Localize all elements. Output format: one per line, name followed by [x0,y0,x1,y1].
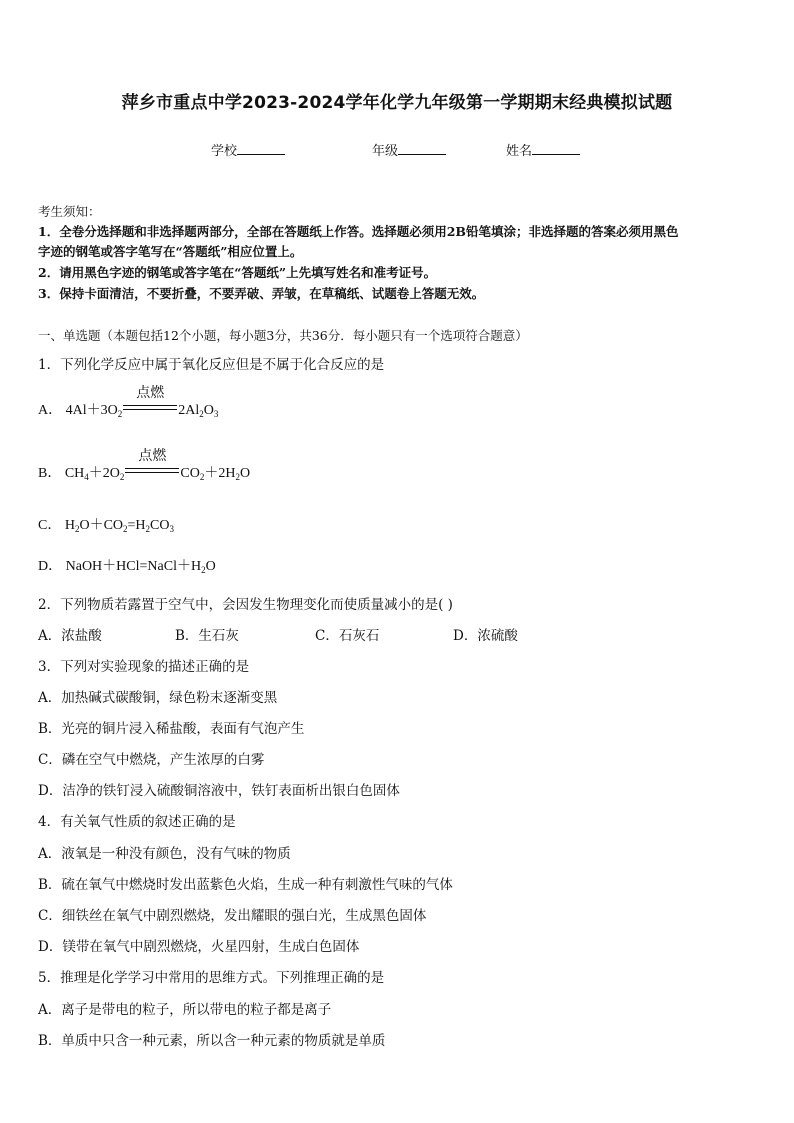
school-field [211,140,285,159]
notice-item-1-cont: 字迹的钢笔或答字笔写在“答题纸”相应位置上。 [38,244,303,259]
question-3-option-d: D．洁净的铁钉浸入硫酸铜溶液中，铁钉表面析出银白色固体 [38,783,400,799]
question-4-option-b: B．硫在氧气中燃烧时发出蓝紫色火焰，生成一种有刺激性气味的气体 [38,877,453,893]
question-5-option-a: A．离子是带电的粒子，所以带电的粒子都是离子 [38,1002,332,1018]
notice-item-1: 1．全卷分选择题和非选择题两部分，全部在答题纸上作答。选择题必须用2B铅笔填涂；非选择题的答案必须用黑色 [38,224,679,239]
question-5-stem: 5．推理是化学学习中常用的思维方式。下列推理正确的是 [38,970,385,986]
question-4-option-d: D．镁带在氧气中剧烈燃烧，火星四射，生成白色固体 [38,939,360,955]
name-blank [532,142,580,155]
question-1-option-d: D． $NaOH+HCl=NaCl+H_2O$ [38,559,216,575]
grade-field [372,140,446,159]
question-5-option-b: B．单质中只含一种元素，所以含一种元素的物质就是单质 [38,1033,386,1049]
name-field [506,140,580,159]
notice-item-2: 2．请用黑色字迹的钢笔或答字笔在“答题纸”上先填写姓名和准考证号。 [38,265,437,280]
question-1-option-a: A． $4Al+3O_2$ 点燃 $2Al_2O_3$ [38,385,219,419]
question-4-option-c: C．细铁丝在氧气中剧烈燃烧，发出耀眼的强白光，生成黑色固体 [38,908,427,924]
reaction-condition: 点燃 [125,465,179,479]
question-4-stem: 4．有关氧气性质的叙述正确的是 [38,814,236,830]
question-3-stem: 3．下列对实验现象的描述正确的是 [38,659,250,675]
notice-heading: 考生须知： [38,204,101,219]
question-3-option-a: A．加热碱式碳酸铜，绿色粉末逐渐变黑 [38,690,278,706]
question-2-option-c: C．石灰石 [315,628,380,644]
section-heading: 一、单选题（本题包括12个小题，每小题3分，共36分．每小题只有一个选项符合题意） [38,328,528,343]
question-3-option-c: C．磷在空气中燃烧，产生浓厚的白雾 [38,752,265,768]
question-2-option-b: B．生石灰 [175,628,239,644]
grade-blank [398,142,446,155]
grade-label: 年级 [372,144,399,159]
question-1-option-c: C． $H_2O+CO_2=H_2CO_3$ [38,518,174,534]
exam-title: 萍乡市重点中学2023-2024学年化学九年级第一学期期末经典模拟试题 [121,93,673,113]
question-2-option-a: A．浓盐酸 [38,628,102,644]
school-blank [237,142,285,155]
question-2-stem: 2．下列物质若露置于空气中，会因发生物理变化而使质量减小的是( ) [38,597,453,613]
question-1-option-b: B． $CH_4+2O_2$ 点燃 $CO_2+2H_2O$ [38,448,251,482]
name-label: 姓名 [506,144,533,159]
question-4-option-a: A．液氧是一种没有颜色，没有气味的物质 [38,846,291,862]
reaction-condition: 点燃 [123,402,177,416]
question-3-option-b: B．光亮的铜片浸入稀盐酸，表面有气泡产生 [38,721,305,737]
question-2-option-d: D．浓硫酸 [453,628,518,644]
question-1-stem: 1．下列化学反应中属于氧化反应但是不属于化合反应的是 [38,357,385,373]
school-label: 学校 [211,144,238,159]
notice-item-3: 3．保持卡面清洁，不要折叠，不要弄破、弄皱，在草稿纸、试题卷上答题无效。 [38,286,485,301]
